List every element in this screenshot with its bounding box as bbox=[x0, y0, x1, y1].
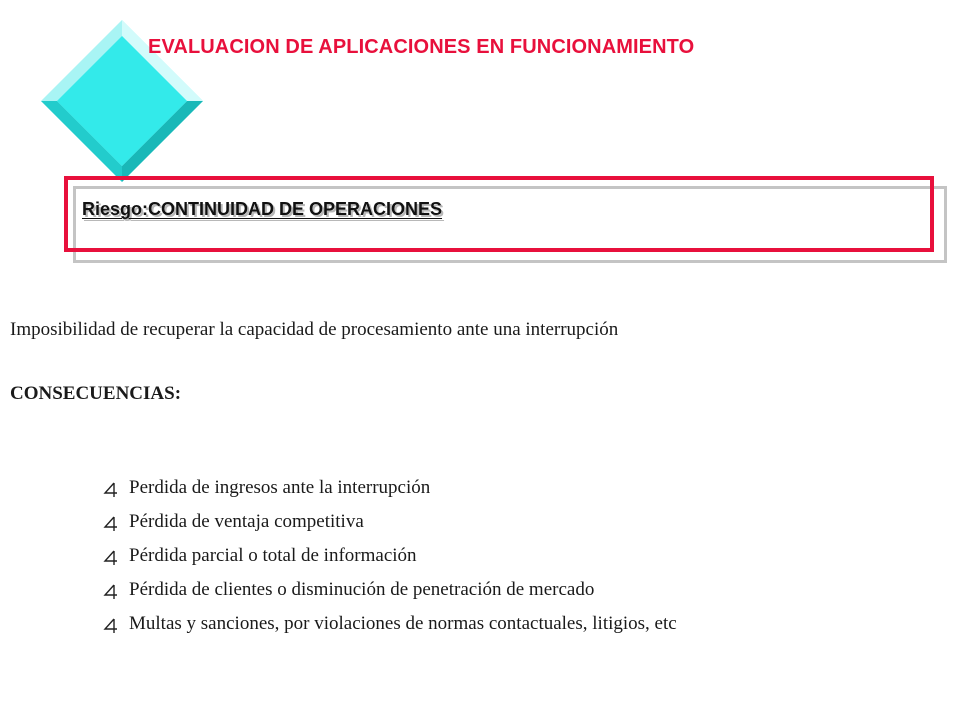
list-item bbox=[103, 573, 677, 607]
list-item-text: Multas y sanciones, por violaciones de normas contactuales, litigios, etc bbox=[129, 613, 677, 634]
checkmark-4-icon bbox=[103, 584, 119, 600]
list-item-text: Pérdida de ventaja competitiva bbox=[129, 511, 364, 532]
list-item-text: Pérdida parcial o total de información bbox=[129, 545, 417, 566]
slide-title: EVALUACION DE APLICACIONES EN FUNCIONAMIENTO bbox=[148, 36, 695, 58]
checkmark-4-icon bbox=[103, 516, 119, 532]
list-item bbox=[103, 471, 677, 505]
risk-description: Imposibilidad de recuperar la capacidad de procesamiento ante una interrupción bbox=[10, 319, 619, 340]
list-item-text: Pérdida de clientes o disminución de penetración de mercado bbox=[129, 579, 595, 600]
checkmark-4-icon bbox=[103, 482, 119, 498]
list-item-text: Perdida de ingresos ante la interrupción bbox=[129, 477, 431, 498]
list-item bbox=[103, 539, 677, 573]
consequences-list bbox=[103, 471, 677, 641]
risk-label: Riesgo:CONTINUIDAD DE OPERACIONES bbox=[82, 199, 443, 219]
list-item bbox=[103, 505, 677, 539]
checkmark-4-icon bbox=[103, 550, 119, 566]
checkmark-4-icon bbox=[103, 618, 119, 634]
list-item bbox=[103, 607, 677, 641]
consequences-heading: CONSECUENCIAS: bbox=[10, 383, 182, 404]
